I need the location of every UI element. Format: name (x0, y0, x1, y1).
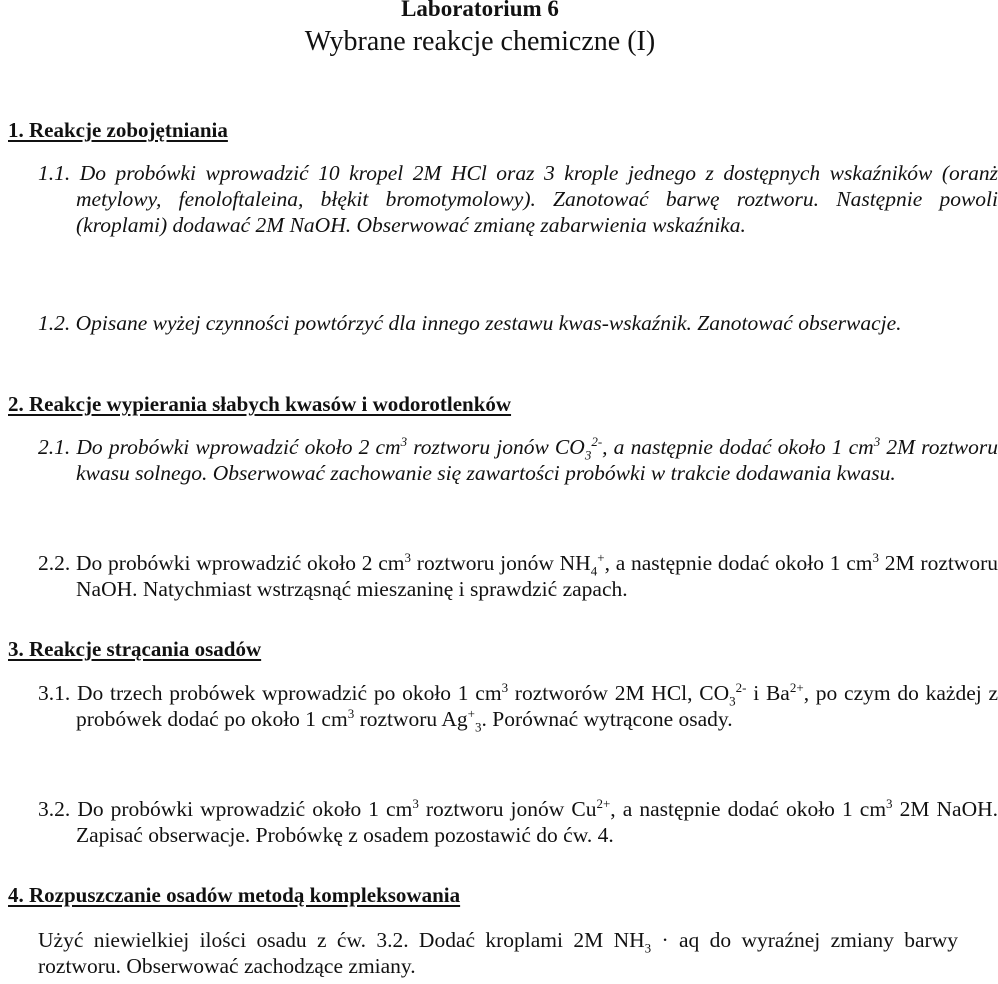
paragraph-1-1 (38, 160, 998, 238)
lab-title: Laboratorium 6 (401, 0, 559, 21)
paragraph-3-1: 3.1. Do trzech probówek wprowadzić po około 1 $cm^3$ roztworów 2M HCl, $CO_3^{2-}$ i $Ba^{2+}$, po czym do każdej z probówek dodać po około 1 $cm^3$ roztworu $Ag^+_3$. Porównać wytrącone osady. (38, 679, 998, 735)
paragraph-1-2-number: 1.2. (38, 311, 71, 335)
page-subtitle: Wybrane reakcje chemiczne (I) (304, 26, 656, 57)
section-1-heading: 1. Reakcje zobojętniania (8, 118, 228, 142)
paragraph-3-2-number: 3.2. (38, 797, 71, 821)
paragraph-2-2-number: 2.2. (38, 551, 71, 575)
paragraph-2-1-number: 2.1. (38, 435, 71, 459)
paragraph-1-2 (38, 310, 998, 336)
section-2-heading: 2. Reakcje wypierania słabych kwasów i wodorotlenków (8, 392, 512, 416)
paragraph-1-1-text: Do probówki wprowadzić 10 kropel 2M HCl oraz 3 krople jednego z dostępnych wskaźników (oranż metylowy, fenoloftaleina, błękit bromotymolowy). Zanotować barwę roztworu. Następnie powoli (kroplami) dodawać 2M NaOH. Obserwować zmianę zabarwienia wskaźnika. (76, 161, 998, 237)
paragraph-2-1: 2.1. Do probówki wprowadzić około 2 $cm^3$ roztworu jonów $CO_3^{2-}$, a następnie dodać około 1 $cm^3$ 2M roztworu kwasu solnego. Obserwować zachowanie się zawartości probówki w trakcie dodawania kwasu. (38, 433, 998, 485)
section-3-heading: 3. Reakcje strącania osadów (8, 637, 262, 661)
paragraph-3-1-number: 3.1. (38, 681, 71, 705)
paragraph-1-2-text: Opisane wyżej czynności powtórzyć dla innego zestawu kwas-wskaźnik. Zanotować obserwacje. (75, 311, 902, 335)
paragraph-4: Użyć niewielkiej ilości osadu z ćw. 3.2. Dodać kroplami 2M $NH_3$ · aq do wyraźnej zmiany barwy roztworu. Obserwować zachodzące zmiany. (38, 928, 958, 978)
section-4-heading: 4. Rozpuszczanie osadów metodą kompleksowania (8, 883, 461, 907)
paragraph-3-2: 3.2. Do probówki wprowadzić około 1 $cm^3$ roztworu jonów $Cu^{2+}$, a następnie dodać około 1 $cm^3$ 2M NaOH. Zapisać obserwacje. Probówkę z osadem pozostawić do ćw. 4. (38, 795, 998, 847)
paragraph-2-2: 2.2. Do probówki wprowadzić około 2 $cm^3$ roztworu jonów $NH_4^+$, a następnie dodać około 1 $cm^3$ 2M roztworu NaOH. Natychmiast wstrząsnąć mieszaninę i sprawdzić zapach. (38, 549, 998, 601)
paragraph-1-1-number: 1.1. (38, 161, 71, 185)
